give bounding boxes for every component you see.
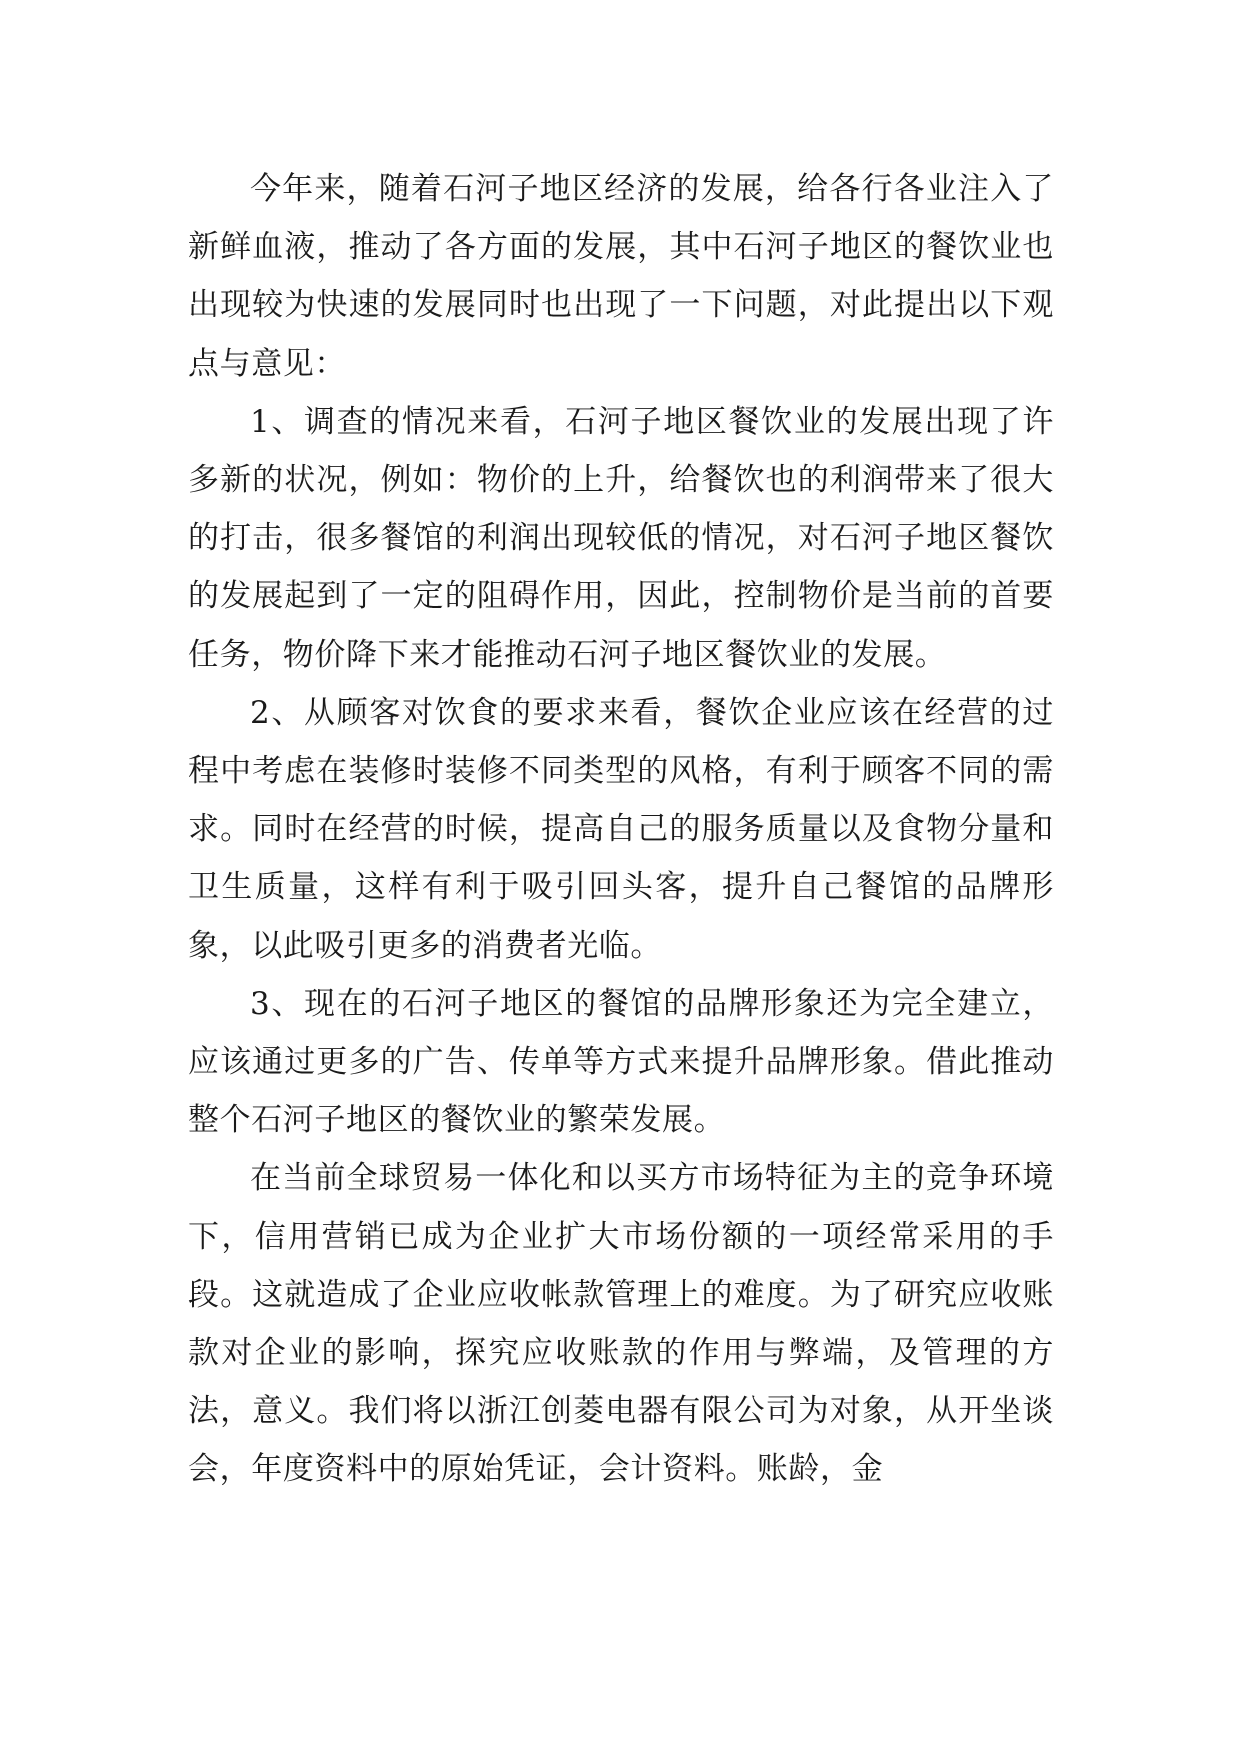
paragraph-point-1: 1、调查的情况来看，石河子地区餐饮业的发展出现了许多新的状况，例如：物价的上升，给餐饮也的利润带来了很大的打击，很多餐馆的利润出现较低的情况，对石河子地区餐饮的发展起到了一定的阻碍作用，因此，控制物价是当前的首要任务，物价降下来才能推动石河子地区餐饮业的发展。 bbox=[188, 403, 1054, 673]
paragraph-receivables: 在当前全球贸易一体化和以买方市场特征为主的竞争环境下，信用营销已成为企业扩大市场份额的一项经常采用的手段。这就造成了企业应收帐款管理上的难度。为了研究应收账款对企业的影响，探究应收账款的作用与弊端，及管理的方法，意义。我们将以浙江创菱电器有限公司为对象，从开坐谈会，年度资料中的原始凭证，会计资料。账龄，金 bbox=[188, 1160, 1054, 1488]
paragraph-intro: 今年来，随着石河子地区经济的发展，给各行各业注入了新鲜血液，推动了各方面的发展，其中石河子地区的餐饮业也出现较为快速的发展同时也出现了一下问题，对此提出以下观点与意见： bbox=[188, 171, 1054, 382]
paragraph-point-2: 2、从顾客对饮食的要求来看，餐饮企业应该在经营的过程中考虑在装修时装修不同类型的风格，有利于顾客不同的需求。同时在经营的时候，提高自己的服务质量以及食物分量和卫生质量，这样有利于吸引回头客，提升自己餐馆的品牌形象，以此吸引更多的消费者光临。 bbox=[188, 694, 1054, 964]
document-body bbox=[188, 160, 1054, 1499]
paragraph-point-3: 3、现在的石河子地区的餐馆的品牌形象还为完全建立，应该通过更多的广告、传单等方式来提升品牌形象。借此推动整个石河子地区的餐饮业的繁荣发展。 bbox=[188, 985, 1054, 1139]
